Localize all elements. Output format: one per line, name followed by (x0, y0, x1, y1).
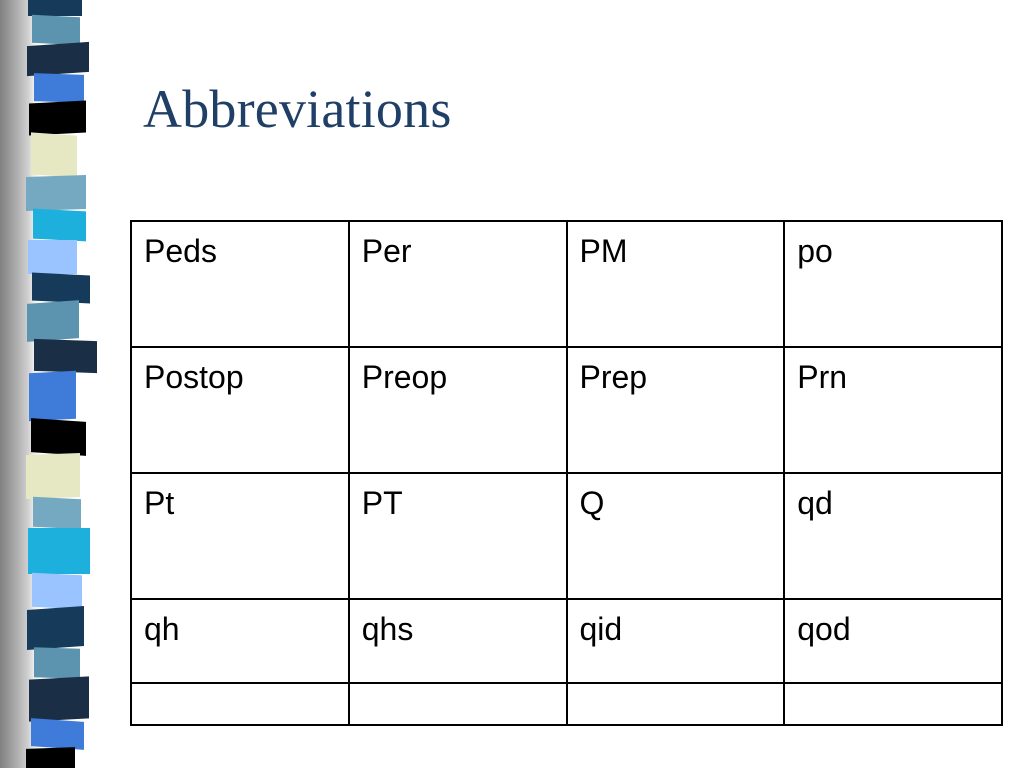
sidebar-stripe (28, 0, 82, 16)
sidebar-stripe (26, 747, 75, 768)
table-cell: PT (349, 473, 567, 599)
sidebar-stripe (29, 101, 86, 136)
table-cell: Prn (784, 347, 1002, 473)
slide-title: Abbreviations (143, 79, 452, 139)
sidebar-stripe (28, 240, 77, 274)
table-cell: Preop (349, 347, 567, 473)
table-cell: Prep (567, 347, 785, 473)
sidebar-stripe (29, 676, 89, 721)
table-cell: Peds (131, 221, 349, 347)
table-cell: PM (567, 221, 785, 347)
table-cell: qd (784, 473, 1002, 599)
sidebar-stripe (32, 272, 90, 303)
sidebar-stripe (27, 606, 84, 650)
sidebar-stripe (34, 73, 84, 103)
sidebar-stripe (34, 647, 80, 679)
table-cell: po (784, 221, 1002, 347)
sidebar-stripe (33, 497, 81, 530)
sidebar-stripe (26, 175, 86, 211)
sidebar-stripe (33, 209, 86, 242)
table-row (131, 221, 1002, 347)
sidebar-stripe (31, 718, 84, 750)
table-row (131, 599, 1002, 725)
table-cell: qid (567, 599, 785, 725)
decorative-sidebar (0, 0, 112, 768)
table-cell: Per (349, 221, 567, 347)
sidebar-stripe (28, 528, 90, 574)
table-row (131, 347, 1002, 473)
table-cell: Pt (131, 473, 349, 599)
table-cell: qh (131, 599, 349, 725)
table-cell: qhs (349, 599, 567, 725)
abbreviations-table (130, 220, 1003, 726)
sidebar-stripe (29, 371, 76, 421)
sidebar-stripe (31, 132, 77, 177)
table-cell: Postop (131, 347, 349, 473)
table-row (131, 473, 1002, 599)
table-cell: qod (784, 599, 1002, 725)
sidebar-stripe (32, 15, 80, 46)
sidebar-stripe (26, 453, 80, 499)
sidebar-stripe (34, 339, 97, 373)
sidebar-stripe (27, 42, 89, 76)
sidebar-stripe (31, 418, 86, 456)
sidebar-stripe (27, 300, 79, 342)
sidebar-stripe (32, 573, 82, 610)
table-cell: Q (567, 473, 785, 599)
